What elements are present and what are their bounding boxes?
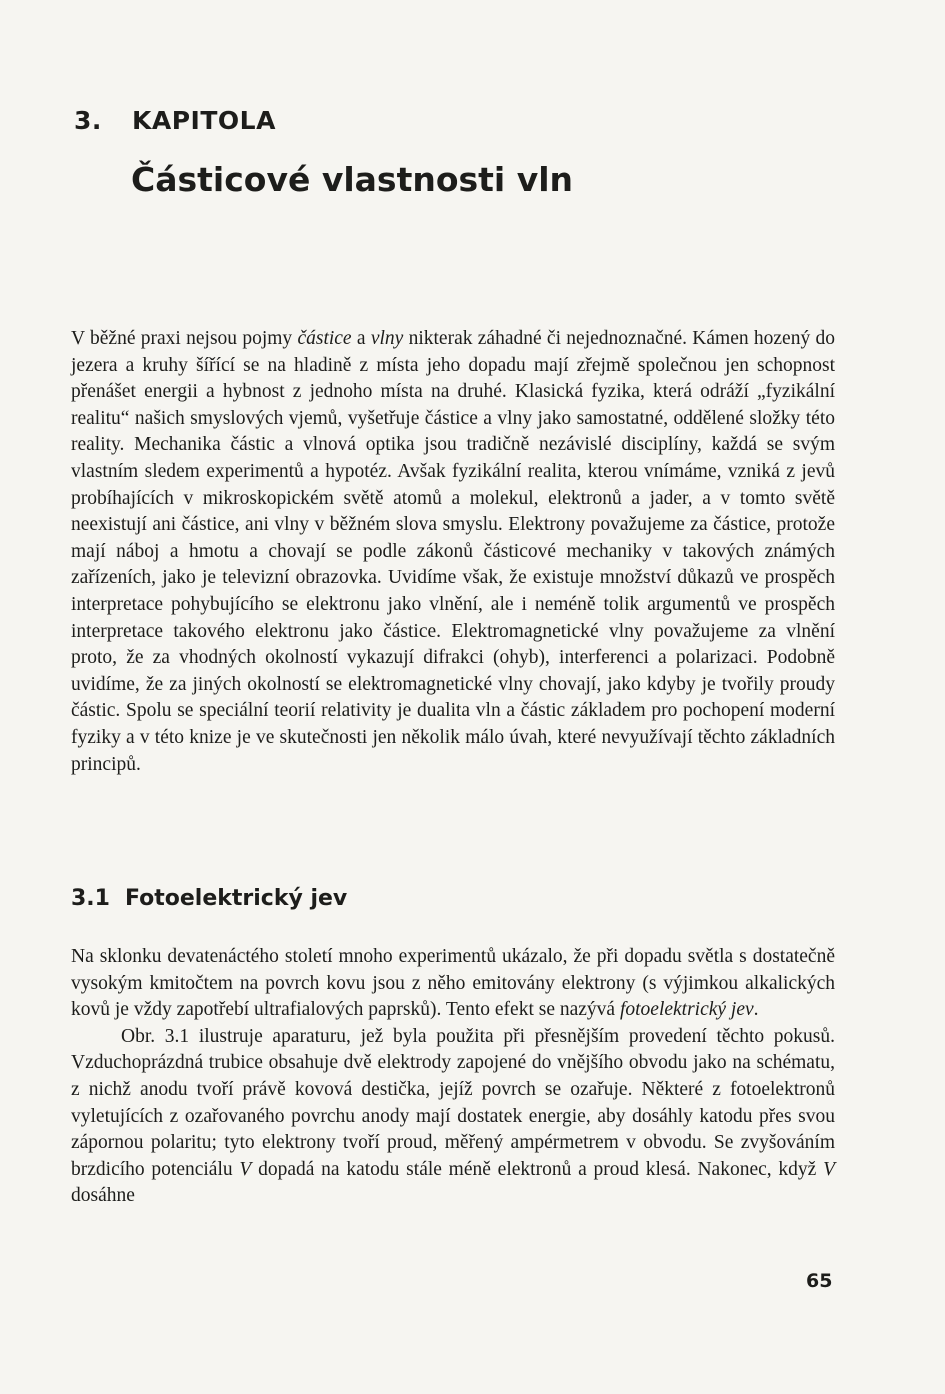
- chapter-word: KAPITOLA: [132, 106, 276, 135]
- section-title: Fotoelektrický jev: [125, 886, 348, 911]
- section-number: 3.1: [71, 886, 110, 911]
- section-paragraph: [71, 1024, 835, 1210]
- section-text-part: Obr. 3.1 ilustruje aparaturu, jež byla použita při přesnějším provedení těchto pokusů. Vzduchoprázdná trubice obsahuje dvě elektrody zapojené do vnějšího obvodu jako na schématu, z nichž anodu tvoří právě kovová destička, jejíž povrch se ozařuje. Některé z fotoelektronů vyletujících z ozařovaného povrchu anody mají dostatek energie, aby dosáhly katodu přes svou zápornou polaritu; tyto elektrony tvoří proud, měřený ampérmetrem v obvodu. Se zvyšováním brzdicího potenciálu: [71, 1025, 835, 1180]
- section-heading: [71, 886, 347, 911]
- section-text-part: Na sklonku devatenáctého století mnoho experimentů ukázalo, že při dopadu světla s dostatečně vysokým kmitočtem na povrch kovu jsou z něho emitovány elektrony (s výjimkou alkalických kovů je vždy zapotřebí ultrafialových paprsků). Tento efekt se nazývá: [71, 946, 835, 1021]
- section-text-part: .: [753, 999, 759, 1021]
- variable-v: V: [239, 1158, 252, 1180]
- chapter-label: [74, 106, 276, 135]
- intro-text: [71, 326, 835, 778]
- variable-v: V: [823, 1158, 836, 1180]
- section-text: [71, 944, 835, 1210]
- page-number: 65: [806, 1270, 833, 1292]
- term-particles: částice: [297, 328, 352, 349]
- term-waves: vlny: [370, 328, 404, 349]
- section-text-part: dopadá na katodu stále méně elektronů a proud klesá. Nakonec, když: [251, 1158, 824, 1180]
- intro-text-part: nikterak záhadné či nejednoznačné. Kámen hozený do jezera a kruhy šířící se na hladině z místa jeho dopadu mají zřejmě společnou jen schopnost přenášet energii a hybnost z jednoho místa na druhé. Klasická fyzika, která odráží „fyzikální realitu“ našich smyslových vjemů, vyšetřuje částice a vlny jako samostatné, oddělené složky této reality. Mechanika částic a vlnová optika jsou tradičně nezávislé disciplíny, každá se svým vlastním sledem experimentů a hypotéz. Avšak fyzikální realita, kterou vnímáme, vzniká z jevů probíhajících v mikroskopickém světě atomů a molekul, elektronů a jader, a v tomto světě neexistují ani částice, ani vlny v běžném slova smyslu. Elektrony považujeme za částice, protože mají náboj a hmotu a chovají se podle zákonů částicové mechaniky v takových známých zařízeních, jako je televizní obrazovka. Uvidíme však, že existuje množství důkazů ve prospěch interpretace pohybujícího se elektronu jako vlnění, ale i neméně tolik argumentů ve prospěch interpretace takového elektronu jako částice. Elektromagnetické vlny považujeme za vlnění proto, že za vhodných okolností vykazují difrakci (ohyb), interferenci a polarizaci. Podobně uvidíme, že za jiných okolností se elektromagnetické vlny chovají, jako kdyby je tvořily proudy částic. Spolu se speciální teorií relativity je dualita vln a částic základem pro pochopení moderní fyziky a v této knize je ve skutečnosti jen několik málo úvah, které nevyužívají těchto základních principů.: [71, 328, 835, 775]
- section-paragraph: [71, 944, 835, 1024]
- chapter-number: 3.: [74, 106, 102, 135]
- chapter-title: Částicové vlastnosti vln: [131, 160, 574, 199]
- section-text-part: dosáhne: [71, 1185, 135, 1207]
- intro-text-part: V běžné praxi nejsou pojmy: [71, 328, 298, 349]
- intro-paragraph: [71, 326, 835, 778]
- intro-text-part: a: [351, 328, 371, 349]
- term-photoelectric-effect: fotoelektrický jev: [619, 999, 754, 1021]
